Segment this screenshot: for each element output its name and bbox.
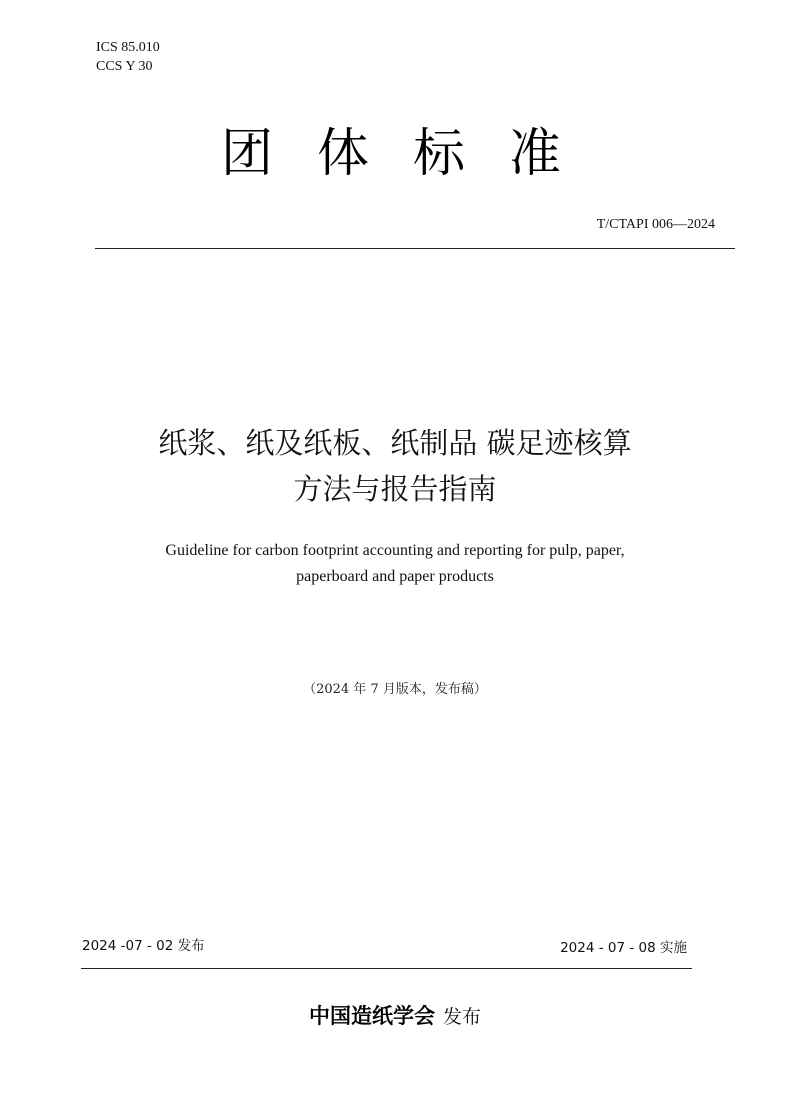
publisher-name: 中国造纸学会 [308, 1004, 435, 1028]
english-title [0, 538, 790, 590]
english-title-line-2: paperboard and paper products [296, 568, 494, 585]
standard-number: T/CTAPI 006—2024 [596, 217, 715, 232]
publish-date: 2024 -07 - 02 发布 [82, 938, 205, 954]
ccs-code: CCS Y 30 [96, 59, 153, 74]
chinese-title [0, 420, 790, 512]
implement-date: 2024 - 07 - 08 实施 [560, 940, 687, 956]
publisher-suffix: 发布 [442, 1006, 481, 1028]
chinese-title-line-2: 方法与报告指南 [293, 472, 497, 506]
classification-codes [96, 38, 160, 76]
english-title-line-1: Guideline for carbon footprint accounting and reporting for pulp, paper, [165, 542, 625, 559]
standard-type-heading: 团体标准 [220, 124, 605, 184]
header-divider [95, 248, 735, 249]
version-note: （2024 年 7 月版本，发布稿） [303, 682, 487, 697]
publisher-line [0, 1000, 790, 1030]
footer-divider [81, 968, 692, 969]
ics-code: ICS 85.010 [96, 40, 160, 55]
chinese-title-line-1: 纸浆、纸及纸板、纸制品 碳足迹核算 [158, 426, 632, 460]
